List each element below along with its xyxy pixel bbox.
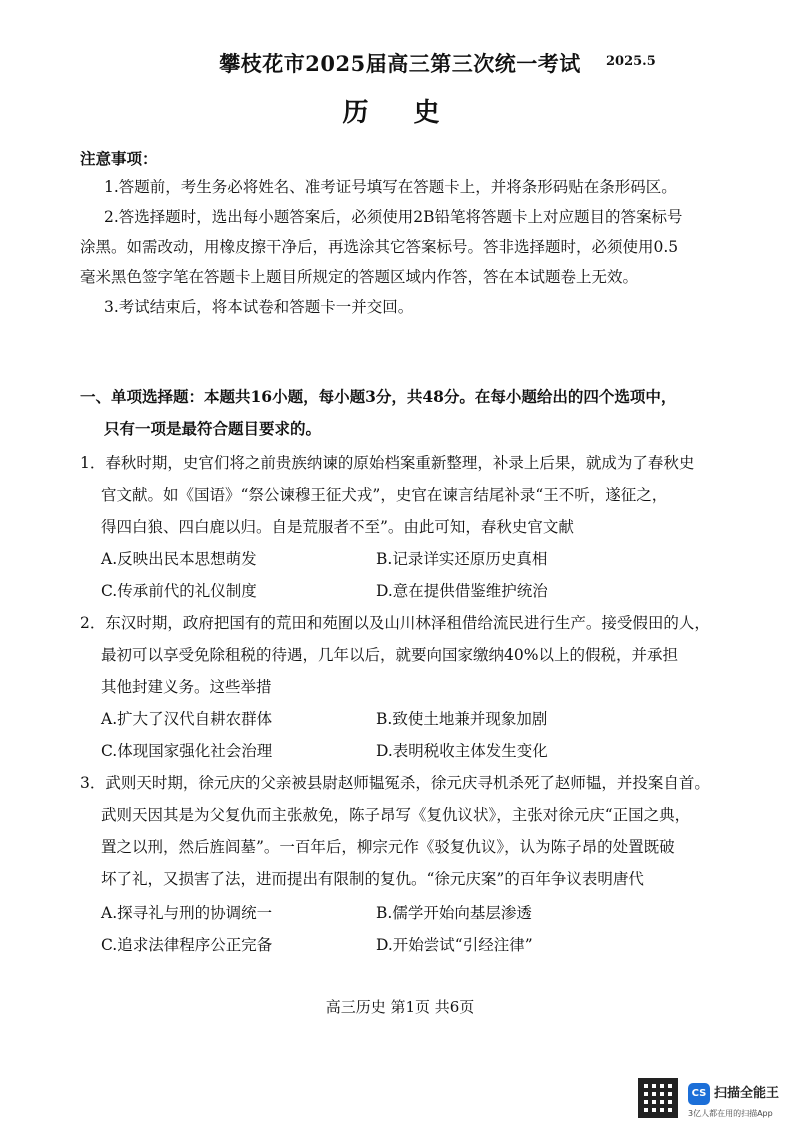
question-3-text: 置之以刑，然后旌闾墓”。一百年后，柳宗元作《驳复仇议》，认为陈子昂的处置既破 <box>101 838 675 856</box>
notice-line: 2.答选择题时，选出每小题答案后，必须使用2B铅笔将答题卡上对应题目的答案标号 <box>104 208 683 226</box>
question-2-option-a[interactable]: A.扩大了汉代自耕农群体 <box>101 710 273 728</box>
question-1-text: 1．春秋时期，史官们将之前贵族纳谏的原始档案重新整理，补录上后果，就成为了春秋史 <box>80 454 695 472</box>
page-footer: 高三历史 第1页 共6页 <box>325 998 475 1016</box>
notice-line: 涂黑。如需改动，用橡皮擦干净后，再选涂其它答案标号。答非选择题时，必须使用0.5 <box>80 238 679 256</box>
question-3-text: 武则天因其是为父复仇而主张赦免，陈子昂写《复仇议状》，主张对徐元庆“正国之典， <box>101 806 691 824</box>
question-2-text: 2．东汉时期，政府把国有的荒田和苑囿以及山川林泽租借给流民进行生产。接受假田的人， <box>80 614 710 632</box>
question-1-option-b[interactable]: B.记录详实还原历史真相 <box>376 550 548 568</box>
watermark-name: 扫描全能王 <box>714 1086 780 1101</box>
question-2-text: 其他封建义务。这些举措 <box>101 678 272 696</box>
question-3-text: 坏了礼，又损害了法，进而提出有限制的复仇。“徐元庆案”的百年争议表明唐代 <box>101 870 644 888</box>
exam-date: 2025.5 <box>606 54 656 69</box>
camscanner-logo-icon: CS <box>688 1083 710 1105</box>
question-1-text: 官文献。如《国语》“祭公谏穆王征犬戎”，史官在谏言结尾补录“王不听，遂征之， <box>101 486 668 504</box>
question-1-option-d[interactable]: D.意在提供借鉴维护统治 <box>376 582 548 600</box>
question-3-option-a[interactable]: A.探寻礼与刑的协调统一 <box>101 904 273 922</box>
notice-line: 毫米黑色签字笔在答题卡上题目所规定的答题区域内作答，答在本试题卷上无效。 <box>80 268 639 286</box>
question-1-option-a[interactable]: A.反映出民本思想萌发 <box>101 550 257 568</box>
section-heading-cont: 只有一项是最符合题目要求的。 <box>104 419 322 438</box>
question-2-text: 最初可以享受免除租税的待遇，几年以后，就要向国家缴纳40%以上的假税，并承担 <box>101 646 678 664</box>
question-2-option-d[interactable]: D.表明税收主体发生变化 <box>376 742 548 760</box>
notice-line: 1.答题前，考生务必将姓名、准考证号填写在答题卡上，并将条形码贴在条形码区。 <box>104 178 677 196</box>
exam-title: 攀枝花市2025届高三第三次统一考试 <box>219 51 581 76</box>
watermark-tagline: 3亿人都在用的扫描App <box>688 1109 773 1118</box>
subject-title: 历 史 <box>342 98 458 128</box>
question-1-text: 得四白狼、四白鹿以归。自是荒服者不至”。由此可知，春秋史官文献 <box>101 518 574 536</box>
question-1-option-c[interactable]: C.传承前代的礼仪制度 <box>101 582 257 600</box>
question-3-option-c[interactable]: C.追求法律程序公正完备 <box>101 936 273 954</box>
question-2-option-c[interactable]: C.体现国家强化社会治理 <box>101 742 273 760</box>
notice-line: 3.考试结束后，将本试卷和答题卡一并交回。 <box>104 298 414 316</box>
question-3-option-d[interactable]: D.开始尝试“引经注律” <box>376 936 533 954</box>
qr-code-icon <box>638 1078 678 1118</box>
question-2-option-b[interactable]: B.致使土地兼并现象加剧 <box>376 710 548 728</box>
question-3-text: 3．武则天时期，徐元庆的父亲被县尉赵师韫冤杀，徐元庆寻机杀死了赵师韫，并投案自首。 <box>80 774 710 792</box>
section-heading: 一、单项选择题：本题共16小题，每小题3分，共48分。在每小题给出的四个选项中， <box>80 387 677 406</box>
notice-heading: 注意事项： <box>80 149 158 168</box>
question-3-option-b[interactable]: B.儒学开始向基层渗透 <box>376 904 532 922</box>
